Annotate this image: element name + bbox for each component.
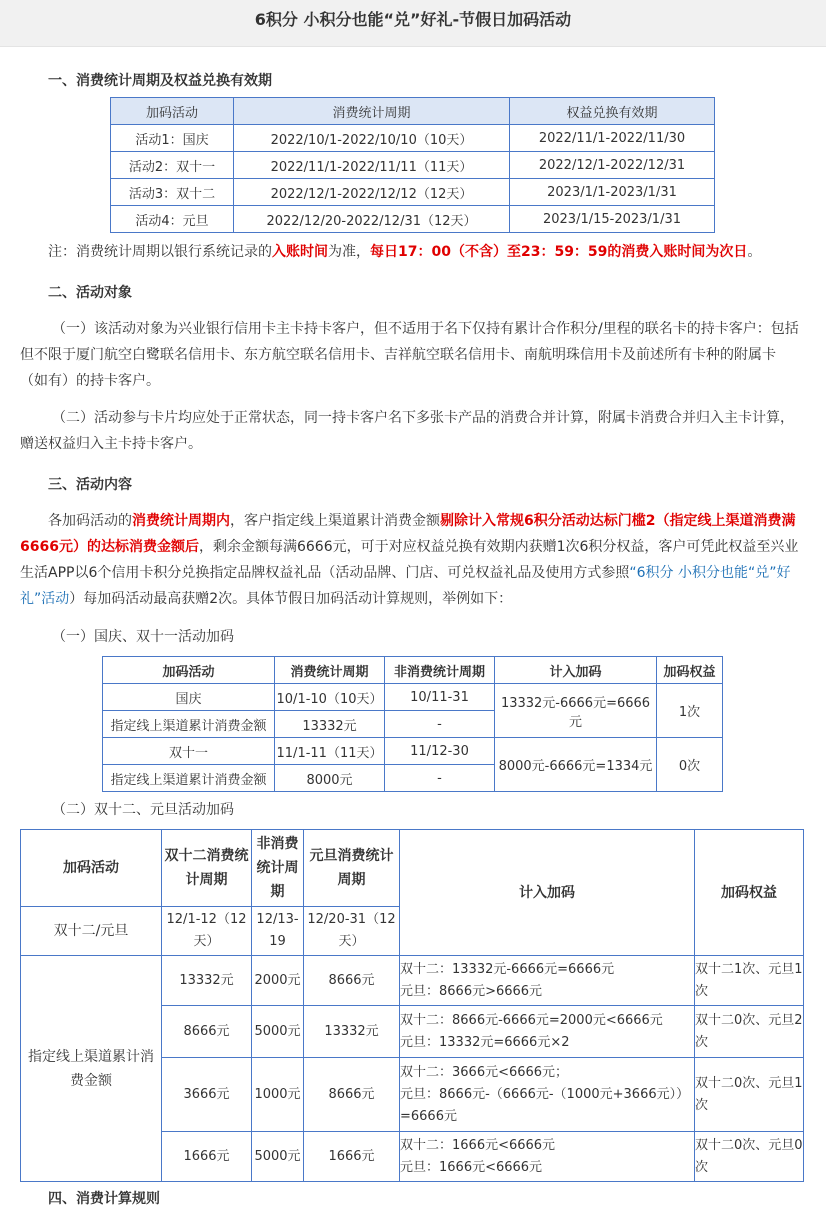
section-3-heading: 三、活动内容 <box>48 477 132 493</box>
table-row <box>111 152 715 179</box>
table-row <box>103 684 723 711</box>
table-cell: 2023/1/1-2023/1/31 <box>510 179 715 206</box>
calc-line: 双十二：3666元<6666元； <box>400 1064 569 1080</box>
section-2-heading: 二、活动对象 <box>48 285 132 301</box>
paragraph-highlight: 剔除计入常规6积分活动达标门槛2（指定线上渠道消费满6666元）的达标消费金额后 <box>20 513 796 555</box>
table-cell: 0次 <box>657 738 723 792</box>
national-day-table <box>102 656 723 792</box>
note-text: 注：消费统计周期以银行系统记录的 <box>48 244 272 260</box>
table-cell <box>400 1132 695 1182</box>
table-cell: 2022/11/1-2022/11/30 <box>510 125 715 152</box>
table-cell: 1666元 <box>304 1132 400 1182</box>
table-cell: 2023/1/15-2023/1/31 <box>510 206 715 233</box>
table-cell: 双十二0次、元旦0次 <box>695 1132 804 1182</box>
table-cell: 13332元 <box>162 956 252 1006</box>
calc-line: 双十二：1666元<6666元 <box>400 1137 556 1153</box>
paragraph-text: ，剩余金额每满6666元，可于对应权益兑换有效期内获赠1次6积分权益，客户可凭此权益至兴业生活APP以6个信用卡积分兑换指定品牌权益礼品（活动品牌、门店、可兑权益礼品及使用方式参照 <box>20 539 799 581</box>
calc-line: 元旦：8666元>6666元 <box>400 983 543 999</box>
table-cell: 指定线上渠道累计消费金额 <box>103 711 275 738</box>
table-cell: 活动2：双十一 <box>111 152 234 179</box>
table-cell: 1次 <box>657 684 723 738</box>
table-cell: 12/20-31（12天） <box>304 907 400 956</box>
activity-link[interactable]: “6积分 小积分也能“兑”好礼”活动 <box>20 565 791 607</box>
table-row <box>111 179 715 206</box>
header-cell: 计入加码 <box>495 657 657 684</box>
table-cell: 10/1-10（10天） <box>275 684 385 711</box>
paragraph-text: ）每加码活动最高获赠2次。具体节假日加码活动计算规则，举例如下： <box>69 591 513 607</box>
table-cell: 1000元 <box>252 1058 304 1132</box>
table-cell <box>400 1058 695 1132</box>
table-cell: 12/1-12（12天） <box>162 907 252 956</box>
table-cell: 双十二/元旦 <box>21 907 162 956</box>
header-cell: 消费统计周期 <box>275 657 385 684</box>
table-cell: 11/12-30 <box>385 738 495 765</box>
table-cell: 指定线上渠道累计消费金额 <box>21 956 162 1182</box>
header-cell: 双十二消费统计周期 <box>162 830 252 907</box>
table-cell: 8666元 <box>304 956 400 1006</box>
period-note <box>48 239 808 265</box>
header-cell: 权益兑换有效期 <box>510 98 715 125</box>
table-header-row <box>103 657 723 684</box>
table-cell <box>400 956 695 1006</box>
table-cell: - <box>385 711 495 738</box>
paragraph-highlight: 消费统计周期内 <box>132 513 230 529</box>
table-row <box>111 125 715 152</box>
header-cell: 加码活动 <box>21 830 162 907</box>
calc-line: 双十二：13332元-6666元=6666元 <box>400 961 615 977</box>
table-row <box>21 956 804 1006</box>
header-cell: 元旦消费统计周期 <box>304 830 400 907</box>
section-1-heading: 一、消费统计周期及权益兑换有效期 <box>48 73 272 89</box>
table-cell: 国庆 <box>103 684 275 711</box>
note-text: 为准， <box>328 244 370 260</box>
paragraph-text: 各加码活动的 <box>48 513 132 529</box>
table-cell: 活动3：双十二 <box>111 179 234 206</box>
calc-line: 元旦：13332元=6666元×2 <box>400 1034 570 1050</box>
calc-line: 元旦：1666元<6666元 <box>400 1159 543 1175</box>
note-highlight: 入账时间 <box>272 244 328 260</box>
eligibility-paragraph-2: （二）活动参与卡片均应处于正常状态，同一持卡客户名下多张卡产品的消费合并计算，附属卡消费合并归入主卡计算，赠送权益归入主卡持卡客户。 <box>20 410 794 452</box>
table-cell: 2000元 <box>252 956 304 1006</box>
table-cell: 11/1-11（11天） <box>275 738 385 765</box>
table-cell: 2022/11/1-2022/11/11（11天） <box>234 152 510 179</box>
note-highlight: 每日17：00（不含）至23：59：59的消费入账时间为次日 <box>370 244 748 260</box>
subheading-1: （一）国庆、双十一活动加码 <box>52 629 234 645</box>
table-cell: 双十二1次、元旦1次 <box>695 956 804 1006</box>
header-cell: 非消费统计周期 <box>252 830 304 907</box>
header-cell: 非消费统计周期 <box>385 657 495 684</box>
table-cell: 13332元-6666元=6666元 <box>495 684 657 738</box>
page-title: 6积分 小积分也能“兑”好礼-节假日加码活动 <box>0 0 826 47</box>
table-cell: 双十二0次、元旦1次 <box>695 1058 804 1132</box>
note-text: 。 <box>747 244 762 260</box>
table-row <box>111 206 715 233</box>
calc-line: 双十二：8666元-6666元=2000元<6666元 <box>400 1012 663 1028</box>
header-cell: 加码活动 <box>111 98 234 125</box>
table-cell: 2022/12/20-2022/12/31（12天） <box>234 206 510 233</box>
paragraph-text: ，客户指定线上渠道累计消费金额 <box>230 513 440 529</box>
table-cell: 13332元 <box>275 711 385 738</box>
calc-line: 元旦：8666元-（6666元-（1000元+3666元））=6666元 <box>400 1086 690 1124</box>
table-row <box>103 738 723 765</box>
table-cell: 活动4：元旦 <box>111 206 234 233</box>
header-cell: 加码权益 <box>657 657 723 684</box>
table-cell: 双十一 <box>103 738 275 765</box>
table-cell: 13332元 <box>304 1006 400 1058</box>
table-cell: 8666元 <box>304 1058 400 1132</box>
table-cell: 8666元 <box>162 1006 252 1058</box>
table-cell: 2022/12/1-2022/12/12（12天） <box>234 179 510 206</box>
header-cell: 计入加码 <box>400 830 695 956</box>
table-cell: 活动1：国庆 <box>111 125 234 152</box>
table-cell: 双十二0次、元旦2次 <box>695 1006 804 1058</box>
table-cell: 1666元 <box>162 1132 252 1182</box>
header-cell: 加码活动 <box>103 657 275 684</box>
table-cell: 8000元 <box>275 765 385 792</box>
table-cell: 12/13-19 <box>252 907 304 956</box>
subheading-2: （二）双十二、元旦活动加码 <box>52 802 234 818</box>
eligibility-paragraph-1: （一）该活动对象为兴业银行信用卡主卡持卡客户，但不适用于名下仅持有累计合作积分/里程的联名卡的持卡客户：包括但不限于厦门航空白鹭联名信用卡、东方航空联名信用卡、吉祥航空联名信用卡、南航明珠信用卡及前述所有卡种的附属卡（如有）的持卡客户。 <box>20 321 799 389</box>
table-cell: - <box>385 765 495 792</box>
header-cell: 加码权益 <box>695 830 804 956</box>
table-header-row <box>21 830 804 907</box>
table-cell: 5000元 <box>252 1006 304 1058</box>
table-header-row <box>111 98 715 125</box>
section-4-heading: 四、消费计算规则 <box>48 1191 160 1207</box>
double-twelve-table <box>20 829 804 1182</box>
table-cell: 2022/10/1-2022/10/10（10天） <box>234 125 510 152</box>
period-table <box>110 97 715 233</box>
table-cell: 8000元-6666元=1334元 <box>495 738 657 792</box>
table-cell: 2022/12/1-2022/12/31 <box>510 152 715 179</box>
header-cell: 消费统计周期 <box>234 98 510 125</box>
table-cell <box>400 1006 695 1058</box>
content-paragraph <box>20 508 800 612</box>
table-cell: 5000元 <box>252 1132 304 1182</box>
table-cell: 10/11-31 <box>385 684 495 711</box>
table-cell: 3666元 <box>162 1058 252 1132</box>
table-cell: 指定线上渠道累计消费金额 <box>103 765 275 792</box>
